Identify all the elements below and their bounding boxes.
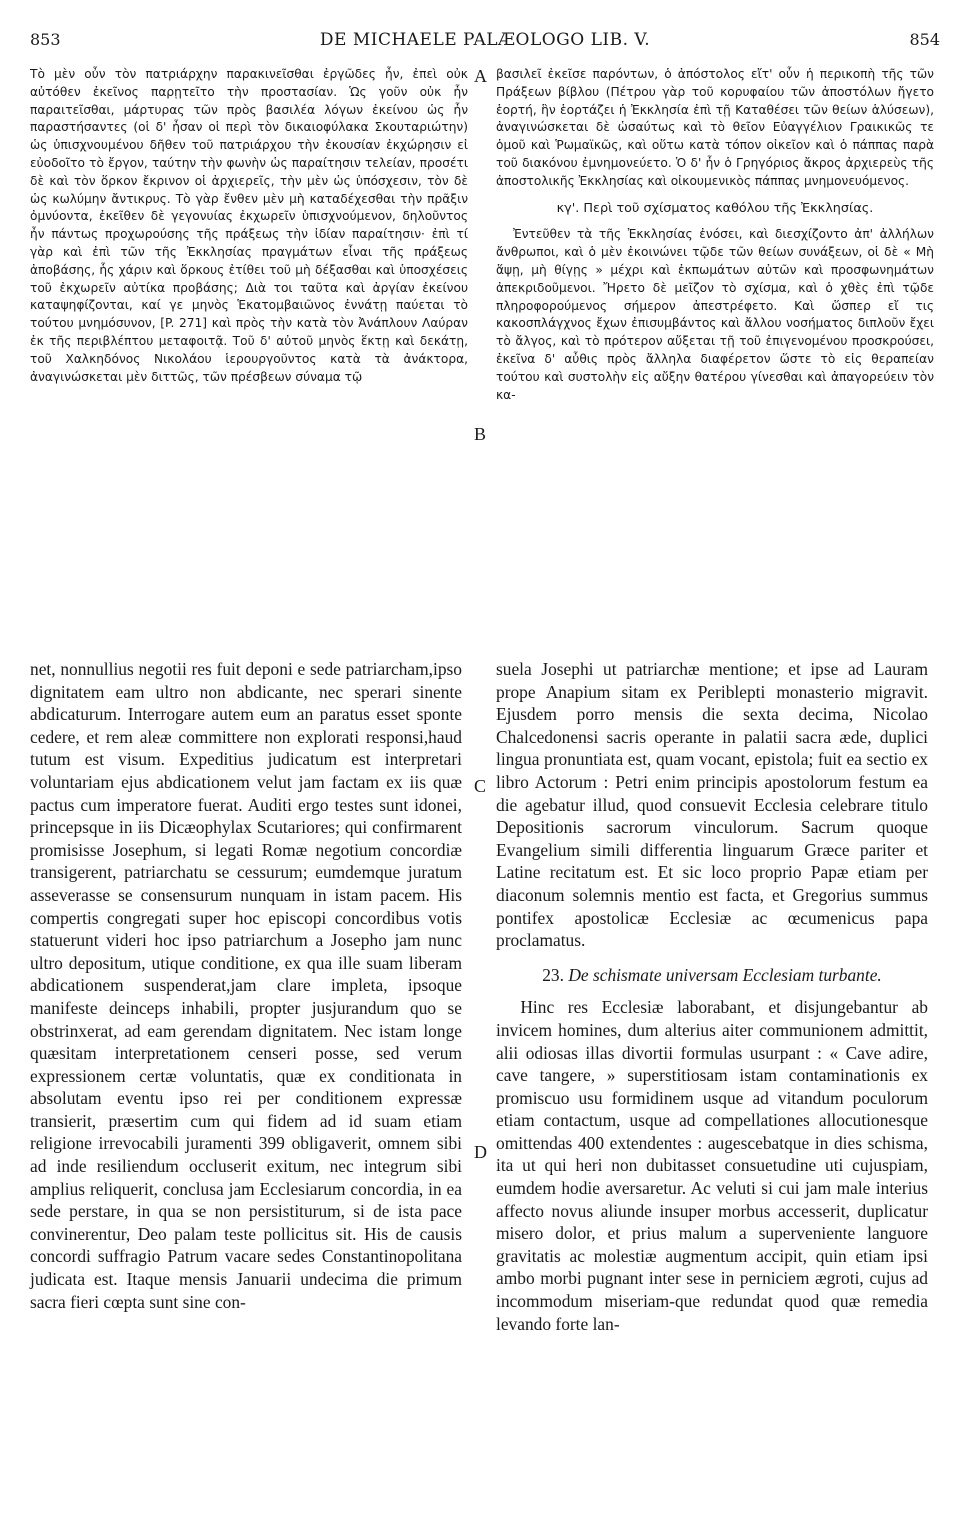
page-number-left: 853 — [30, 30, 61, 49]
running-title: DE MICHAELE PALÆOLOGO LIB. V. — [319, 30, 651, 50]
greek-column-right — [496, 66, 934, 404]
margin-marker-c: C — [474, 776, 487, 796]
page-number-right: 854 — [909, 30, 940, 49]
latin-paragraph: Hinc res Ecclesiæ laborabant, et disjungebantur ab invicem homines, dum alterius aiter communionem admittit, alii odiosas illas divortii formulas usurpant : « Cave adire, cave tangere, » superstitiosam istam contaminationis ex promiscuo usu formidinem usque ad vitandum poculorum etiam contactum, usque ad compellationes allocutionesque omittendas 400 extendentes : augescebatque in dies schisma, ita ut qui heri non dubitasset consuetudine uti cujuspiam, eumdem hodie aversaretur. Ac veluti si cui jam male interius affecto novus aliunde insuper morbus accesserit, duplicatur misero dolor, et prius malum a superveniente languore gravitatis ac molestiæ augmentum accipit, quin etiam ipsi ambo morbi pugnant inter sese in perniciem ægroti, cujus ad incommodum miseriam-que redundat quod quæ remedia levando forte lan- — [496, 997, 928, 1334]
latin-paragraph: suela Josephi ut patriarchæ mentione; et ipse ad Lauram prope Anapium sitam ex Peribleptі monasterio migravit. Ejusdem porro mensis die sexta decima, Nicolao Chalcedonensi sacris operante in palatii sacra æde, duplici lingua pronuntiata est, quam vocant, epistola; fuit ea sectio ex libro Actorum : Petri enim principis apostolorum festum ea die agebatur illud, quod consuevit Ecclesia celebrare titulo Depositionis sacrorum vinculorum. Sacrum quoque Evangelium simili differentia linguarum Græce pariter et Latine recitatum est. Et sic loco proprio Papæ etiam per diaconum solemnis mentio est facta, et Gregorius summus pontifex apostolicæ Ecclesiæ ac œcumenicus papa proclamatus. — [496, 659, 928, 951]
latin-section-heading — [496, 964, 928, 987]
margin-marker-b: B — [474, 424, 487, 444]
latin-section-title: De schismate universam Ecclesiam turbante. — [568, 964, 882, 985]
latin-column-right — [496, 658, 928, 1335]
page-header — [30, 30, 940, 56]
greek-section-heading: κγ'. Περὶ τοῦ σχίσματος καθόλου τῆς Ἐκκλησίας. — [556, 200, 874, 216]
greek-paragraph: βασιλεῖ ἐκεῖσε παρόντων, ὁ ἀπόστολος εἴτ' οὖν ἡ περικοπὴ τῆς τῶν Πράξεων βίβλου (Πέτρου γὰρ τοῦ κορυφαίου τῶν ἀποστόλων ἤγετο ἑορτή, ἣν ἑορτάζει ἡ Ἐκκλησία ἐπὶ τῇ Καταθέσει τῶν θείων ἁλύσεων), ἀναγινώσκεται δὲ ὡσαύτως καὶ τὸ θεῖον Εὐαγγέλιον Γραικικῶς τε ὁμοῦ καὶ Ῥωμαϊκῶς, καὶ οὕτω κατὰ τόπον οἰκεῖον καὶ ὁ πάππας παρὰ τοῦ διακόνου ἐμνημονεύετο. Ὁ δ' ἦν ὁ Γρηγόριος ἄκρος ἀρχιερεὺς τῆς ἀποστολικῆς Ἐκκλησίας καὶ οἰκουμενικὸς πάππας μνημονευόμενος. — [496, 67, 934, 188]
margin-marker-a: A — [474, 66, 487, 86]
margin-marker-d: D — [474, 1142, 487, 1162]
latin-paragraph: net, nonnullius negotii res fuit deponi e sede patriarcham,ipso dignitatem eam ultro non abdicante, nec sperari sinente abdicaturum. Interrogare autem eum an paratus esset sponte cedere, et rem aleæ committere non explorati responsi,haud tutum est visum. Expeditius judicatum est interpretari voluntariam ejus abdicationem velut jam factam ex iis quæ pactus cum imperatore fuerat. Auditi ergo testes sunt idonei, princepsque in iis Dicæophylax Scutariores; qui confirmarent promisisse Josephum, si legati Romæ negotium concordiæ transigerent, patriarchatu se cessurum; eumdemque juratum asseverasse se consensurum nunquam in istam pacem. His compertis congregati super hoc episcopi concordibus votis statuerunt videri hoc ipso patriarchum a Josepho jam nunc ultro depositum, utique conditione, ex qua ille suam liberam abdicationem suspenderat,jam clare impleta, ipsoque manifeste deinceps inhabili, propter jusjurandum quo se obstrinxerat, ad eam gerendam dignitatem. Nec istam longe quæsitam interpretationem censeri posse, sed verum expressionem certæ voluntatis, quæ ex conditionata in absolutam eventu ipso rei per conditionem expressæ transierit, præsertim cum qui fidem ad id suam etiam religione irrevocabili juramenti 399 obligaverit, omnem sibi ad inde resiliendum occluserit exitum, nec integrum sibi amplius reliquerit, conclusa jam Ecclesiarum concordia, in ea sede perstare, in qua se non persistiturum, si de ista pace convinerentur, Deo palam teste pollicitus sit. His de causis concordi suffragio Patrum vacare sedes Constantinopolitana judicata est. Itaque mensis Januarii undecima die primum sacra fieri cœpta sunt sine con- — [30, 659, 462, 1312]
greek-paragraph: Τὸ μὲν οὖν τὸν πατριάρχην παρακινεῖσθαι ἐργῶδες ἦν, ἐπεὶ οὐκ αὐτόθεν ἐκεῖνος παρῃτεῖτο τὴν προστασίαν. Ὡς γοῦν οὐκ ἦν παραιτεῖσθαι, μάρτυρας τῶν πρὸς βασιλέα λόγων ἐκείνου ὡς ἦν παραστήσαντες (οἱ δ' ἦσαν οἱ περὶ τὸν δικαιοφύλακα Σκουταριώτην) ὡς ὑπισχνουμένου δῆθεν τοῦ πατριάρχου τὴν ἐκουσίαν ἐκχώρησιν εἰ εὐοδοῖτο τὸ ἔργον, ταύτην τὴν φωνὴν ὡς παραίτησιν τελείαν, προσέτι δὲ καὶ τὸν ὅρκον ἔκρινον οἱ ἀρχιερεῖς, τὴν μὲν ὡς ὑπόσχεσιν, τὸν δὲ ὡς κωλύμην ἄντικρυς. Τὸ γὰρ ἔνθεν μὲν μὴ καταδέχεσθαι τὴν πρᾶξιν ὀμνύοντα, ἐκεῖθεν δὲ γεγονυίας ἐκχωρεῖν ὑπισχνούμενον, δηλοῦντος ἦν πάντως προχωρούσης τῆς πράξεως τὴν ἰδίαν παραίτησιν· ἐπὶ τί γὰρ καὶ ἐπὶ τῶν τῆς Ἐκκλησίας πραγμάτων εἶναι τῆς πράξεως ἀποβάσης, ἧς χάριν καὶ ὅρκους ἐτίθει τοῦ μὴ δέξασθαι καὶ ὑποσχέσεις τοῦ ἐκχωρεῖν αὐτίκα προβάσης; Διὰ τοι ταῦτα καὶ ἀργίαν ἐκείνου καταψηφίζονται, καί γε μηνὸς Ἑκατομβαιῶνος ἐννάτῃ παύεται τὸ τούτου μνημόσυνον, [P. 271] καὶ πρὸς τὴν κατὰ τὸν Ἀνάπλουν Λαύραν ἐκ τῆς περιβλέπτου μεταφοιτᾷ. Τοῦ δ' αὐτοῦ μηνὸς ἕκτῃ καὶ δεκάτῃ, τοῦ Χαλκηδόνος Νικολάου ἱερουργοῦντος κατὰ τὰ ἀνάκτορα, ἀναγινώσκεται μὲν διττῶς, τῶν πρέσβεων σύναμα τῷ — [30, 67, 468, 384]
latin-section-number: 23. — [542, 964, 564, 985]
greek-column-left — [30, 66, 468, 386]
latin-column-left — [30, 658, 462, 1313]
greek-paragraph: Ἐντεῦθεν τὰ τῆς Ἐκκλησίας ἐνόσει, καὶ διεσχίζοντο ἀπ' ἀλλήλων ἄνθρωποι, καὶ ὁ μὲν ἐκοινώνει τῷδε τῶν θείων συνάξεων, οἱ δὲ « Μὴ ἅψῃ, μὴ θίγῃς » μέχρι καὶ ἐκπωμάτων αὐτῶν καὶ προσφωνημάτων ἀπεκριδοῦμενοι. Ἤρετο δὲ μεῖζον τὸ σχίσμα, καὶ ὁ χθὲς ἐπὶ τῷδε πληροφορούμενος σήμερον ἀπεστρέφετο. Καὶ ὥσπερ εἴ τις κακοσπλάγχνος ἔχων ἐπισυμβάντος καὶ ἄλλου νοσήματος διπλοῦν ἔχει τὸ ἄλγος, καὶ τὸ πρότερον αὔξεται τῇ τοῦ ἐπιγενομένου προσκρούσει, ἐκεῖνα δ' αὖθις πρὸς ἄλληλα διαφέρετον ὥστε τὸ εἰς θεραπείαν τούτου καὶ συστολὴν εἰς αὔξην θατέρου γίνεσθαι καὶ ἀπαγορεύειν τὸν κα- — [496, 227, 934, 402]
